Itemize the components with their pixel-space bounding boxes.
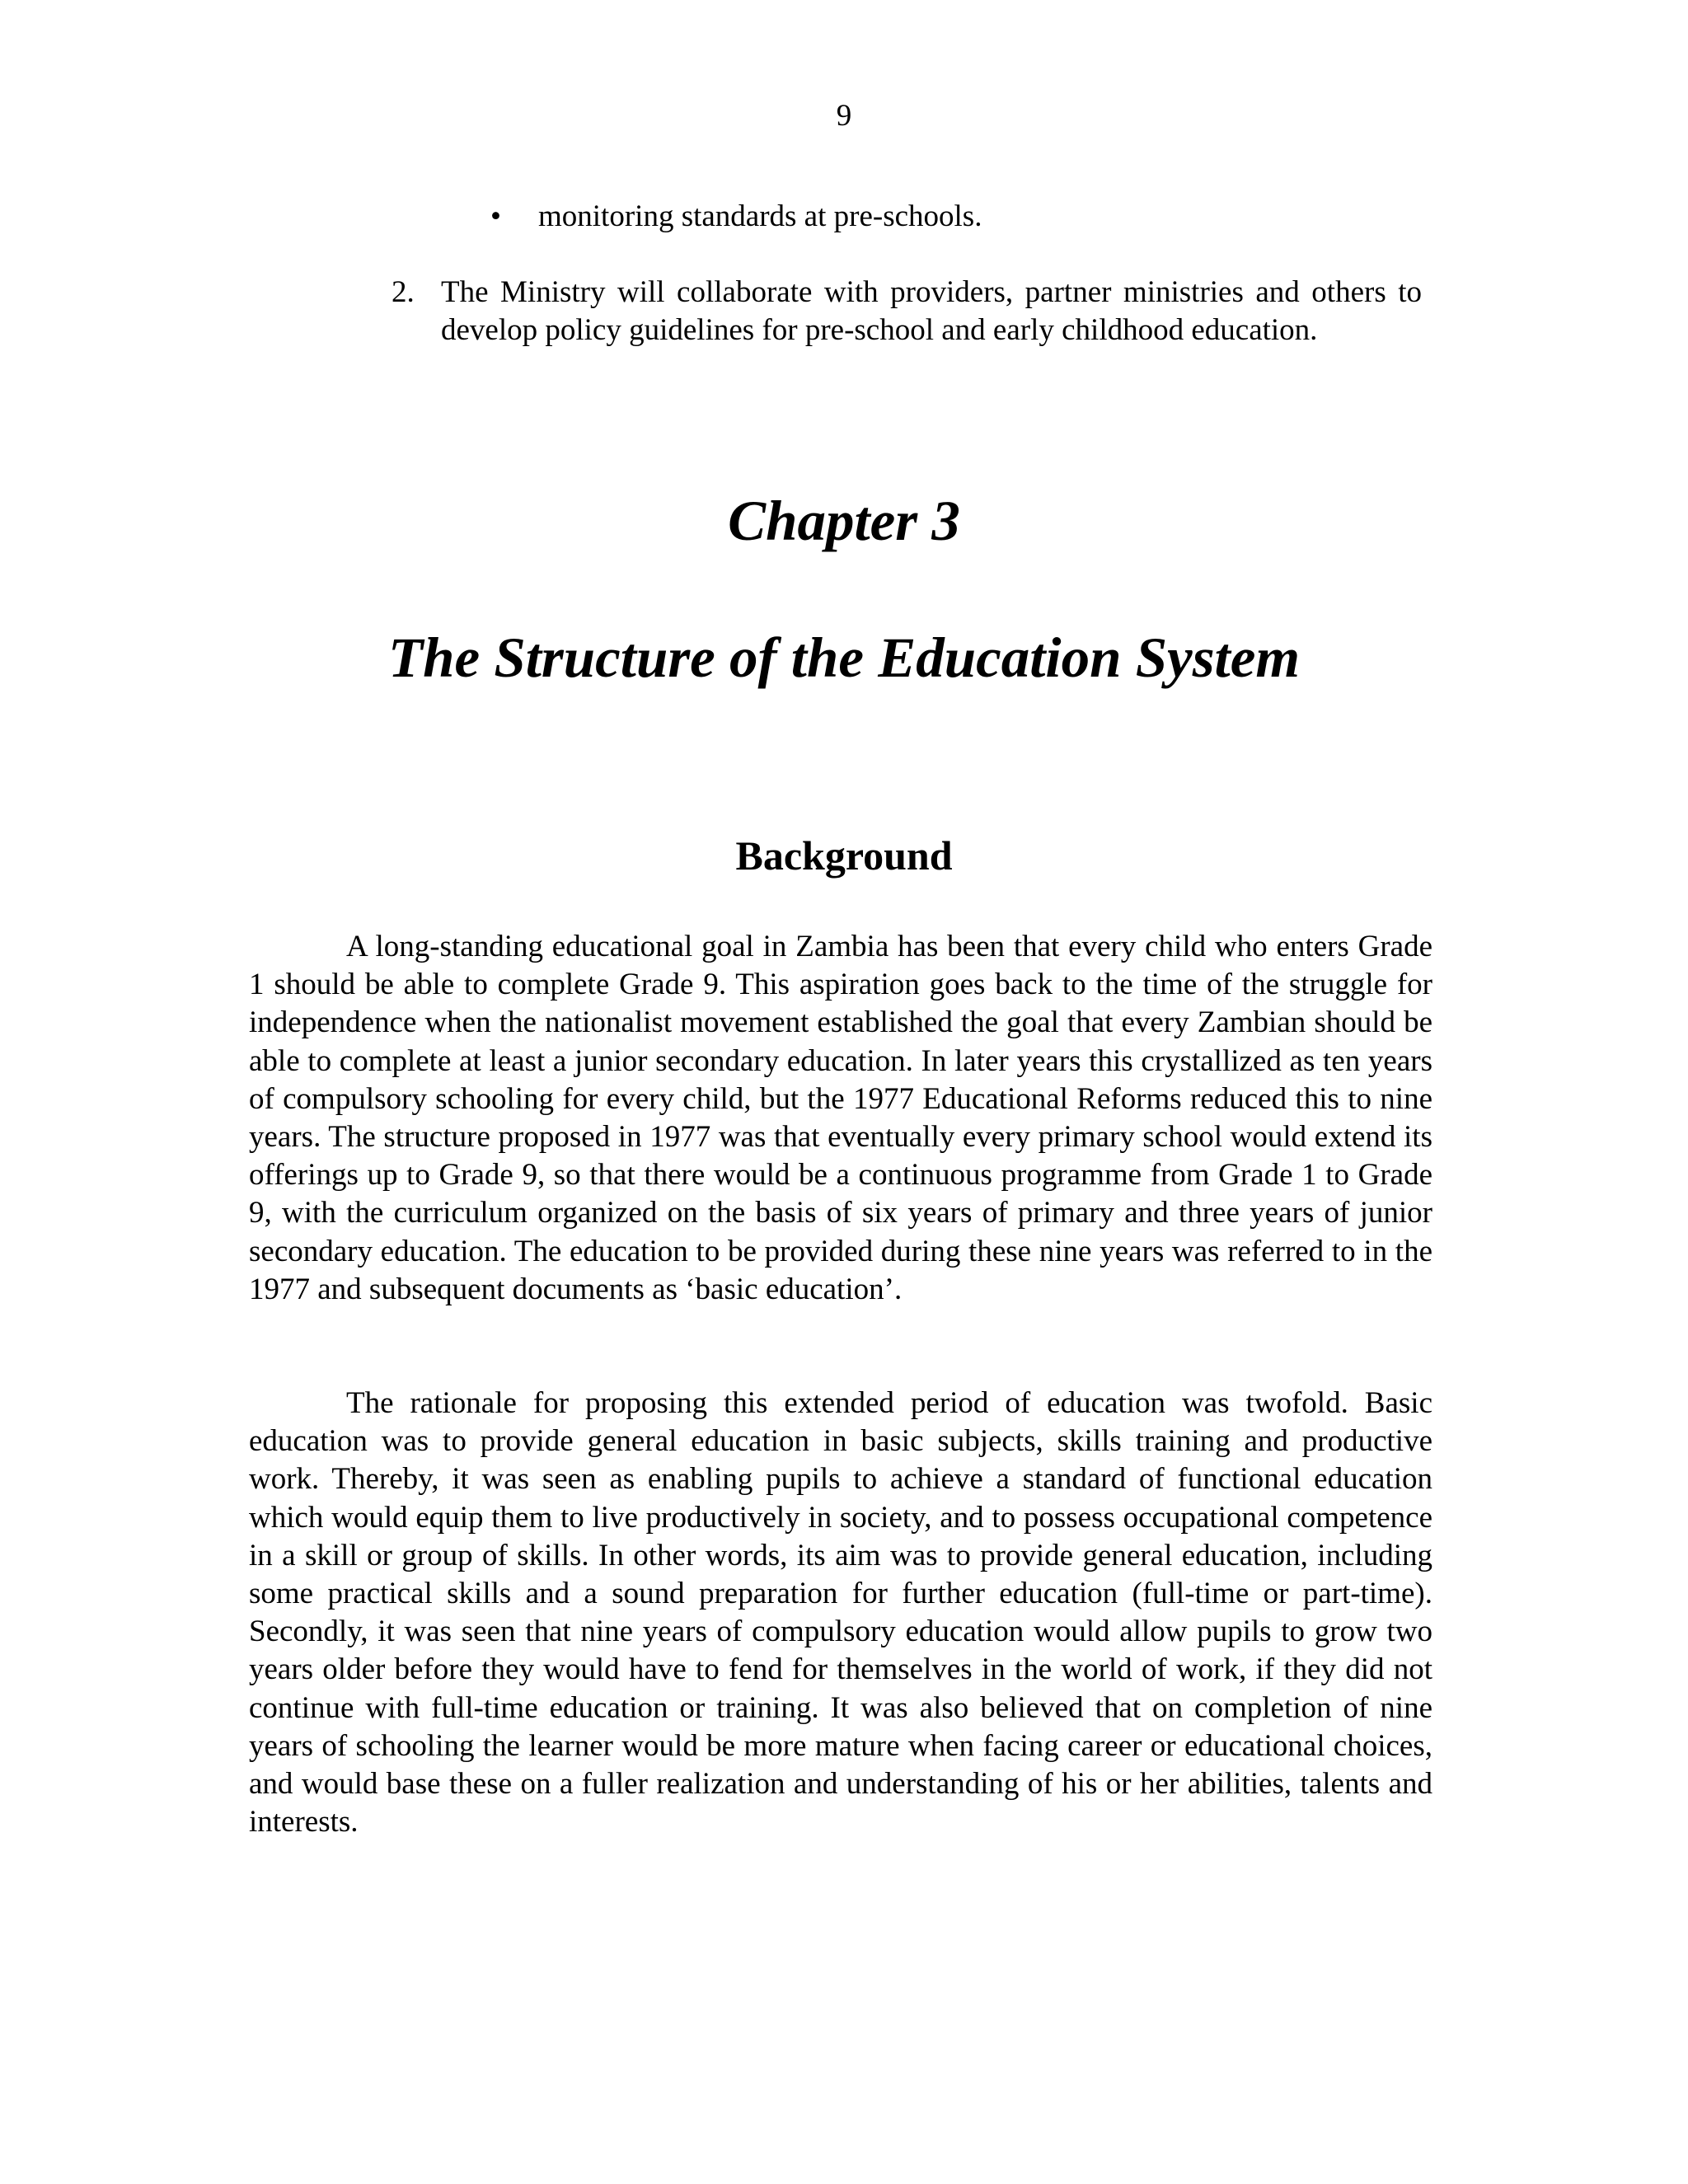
section-heading: Background <box>735 832 953 879</box>
body-paragraph: A long-standing educational goal in Zambia has been that every child who enters Grade 1 should be able to complete Grade 9. This aspiration goes back to the time of the struggle for independence when the nationalist movement established the goal that every Zambian should be able to complete at least a junior secondary education. In later years this crystallized as ten years of compulsory schooling for every child, but the 1977 Educational Reforms reduced this to nine years. The structure proposed in 1977 was that eventually every primary school would extend its offerings up to Grade 9, so that there would be a continuous programme from Grade 1 to Grade 9, with the curriculum organized on the basis of six years of primary and three years of junior secondary education. The education to be provided during these nine years was referred to in the 1977 and subsequent documents as ‘basic education’. <box>249 930 1432 1306</box>
body-paragraph: The rationale for proposing this extended period of education was twofold. Basic education was to provide general education in basic subjects, skills training and productive work. Thereby, it was seen as enabling pupils to achieve a standard of functional education which would equip them to live productively in society, and to possess occupational competence in a skill or group of skills. In other words, its aim was to provide general education, including some practical skills and a sound preparation for further education (full-time or part-time). Secondly, it was seen that nine years of compulsory education would allow pupils to grow two years older before they would have to fend for themselves in the world of work, if they did not continue with full-time education or training. It was also believed that on completion of nine years of schooling the learner would be more mature when facing career or educational choices, and would base these on a fuller realization and understanding of his or her abilities, talents and interests. <box>249 1386 1432 1840</box>
bullet-icon: • <box>490 199 501 233</box>
bullet-item-text: monitoring standards at pre-schools. <box>538 199 982 233</box>
chapter-title: Chapter 3 <box>728 490 960 552</box>
page-number: 9 <box>836 99 852 133</box>
numbered-list-item <box>392 274 1422 349</box>
list-item-number: 2. <box>392 275 415 309</box>
chapter-subtitle: The Structure of the Education System <box>387 626 1301 689</box>
list-item-text: The Ministry will collaborate with providers, partner ministries and others to develop policy guidelines for pre-school and early childhood education. <box>441 275 1422 347</box>
